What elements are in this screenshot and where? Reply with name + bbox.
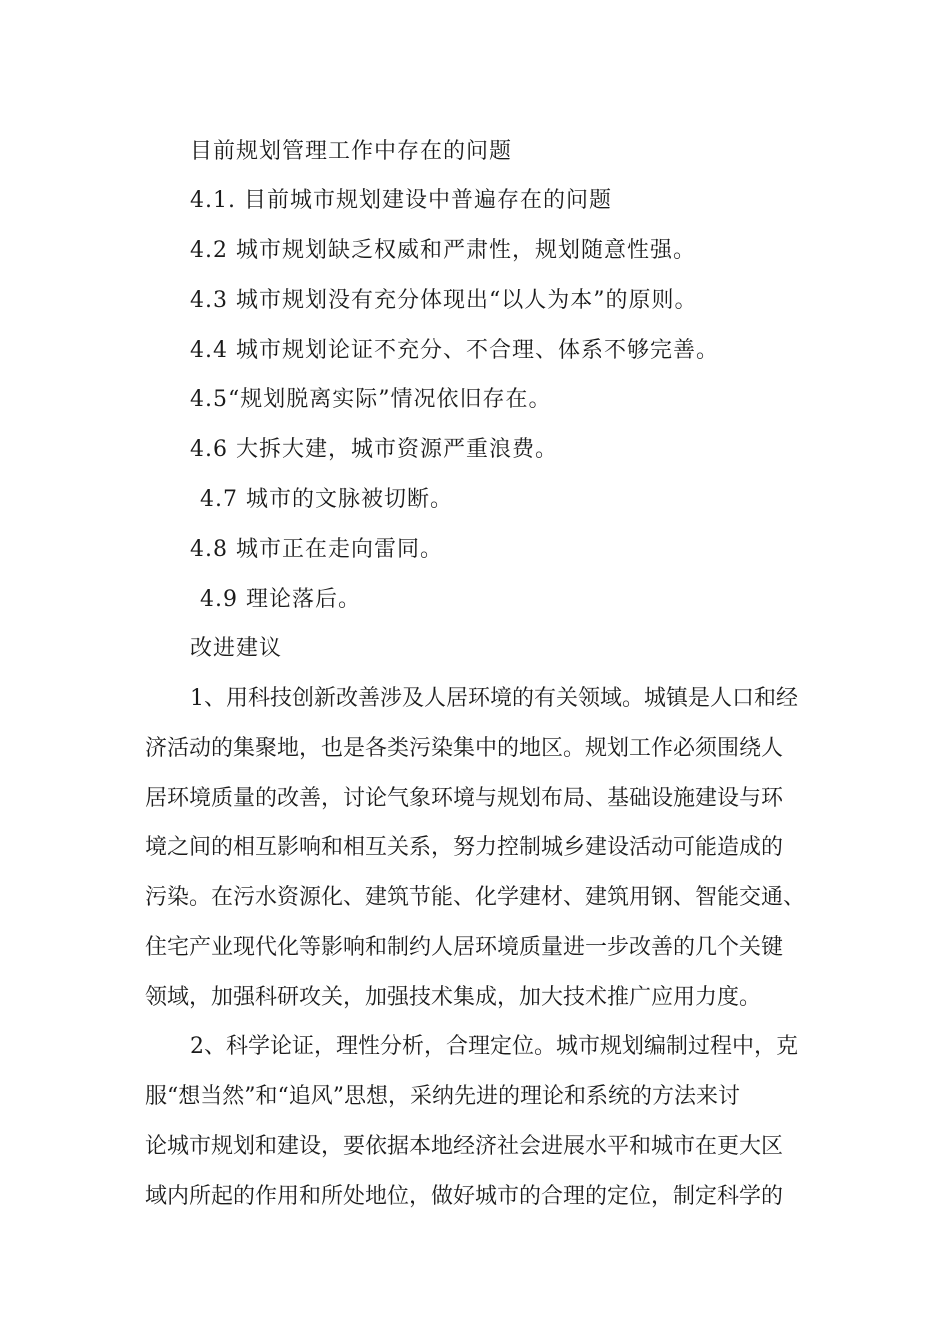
suggestion-2-line: 2、科学论证，理性分析，合理定位。城市规划编制过程中，克 xyxy=(190,1034,798,1059)
suggestion-2-line: 服“想当然”和“追风”思想，采纳先进的理论和系统的方法来讨 xyxy=(145,1084,740,1109)
suggestion-1-line: 领域，加强科研攻关，加强技术集成，加大技术推广应用力度。 xyxy=(145,985,762,1010)
problem-item: 4.5“规划脱离实际”情况依旧存在。 xyxy=(190,387,552,412)
suggestion-1-line: 境之间的相互影响和相互关系，努力控制城乡建设活动可能造成的 xyxy=(145,835,784,860)
problem-item: 4.2 城市规划缺乏权威和严肃性，规划随意性强。 xyxy=(190,238,696,263)
problem-item: 4.8 城市正在走向雷同。 xyxy=(190,537,443,562)
suggestion-1-line: 居环境质量的改善，讨论气象环境与规划布局、基础设施建设与环 xyxy=(145,786,784,811)
suggestion-2-line: 域内所起的作用和所处地位，做好城市的合理的定位，制定科学的 xyxy=(145,1184,784,1209)
suggestion-1-line: 济活动的集聚地，也是各类污染集中的地区。规划工作必须围绕人 xyxy=(145,736,784,761)
problem-item: 4.9 理论落后。 xyxy=(200,587,361,612)
heading-problems: 目前规划管理工作中存在的问题 xyxy=(190,139,513,164)
heading-suggestions: 改进建议 xyxy=(190,636,283,661)
problem-item: 4.1. 目前城市规划建设中普遍存在的问题 xyxy=(190,188,612,213)
problem-item: 4.3 城市规划没有充分体现出“以人为本”的原则。 xyxy=(190,288,698,313)
suggestion-1-line: 污染。在污水资源化、建筑节能、化学建材、建筑用钢、智能交通、 xyxy=(145,885,806,910)
suggestion-1-line: 住宅产业现代化等影响和制约人居环境质量进一步改善的几个关键 xyxy=(145,935,784,960)
problem-item: 4.7 城市的文脉被切断。 xyxy=(200,487,453,512)
problem-item: 4.4 城市规划论证不充分、不合理、体系不够完善。 xyxy=(190,338,719,363)
suggestion-1-line: 1、用科技创新改善涉及人居环境的有关领域。城镇是人口和经 xyxy=(190,686,798,711)
suggestion-2-line: 论城市规划和建设，要依据本地经济社会进展水平和城市在更大区 xyxy=(145,1134,784,1159)
problem-item: 4.6 大拆大建，城市资源严重浪费。 xyxy=(190,437,558,462)
